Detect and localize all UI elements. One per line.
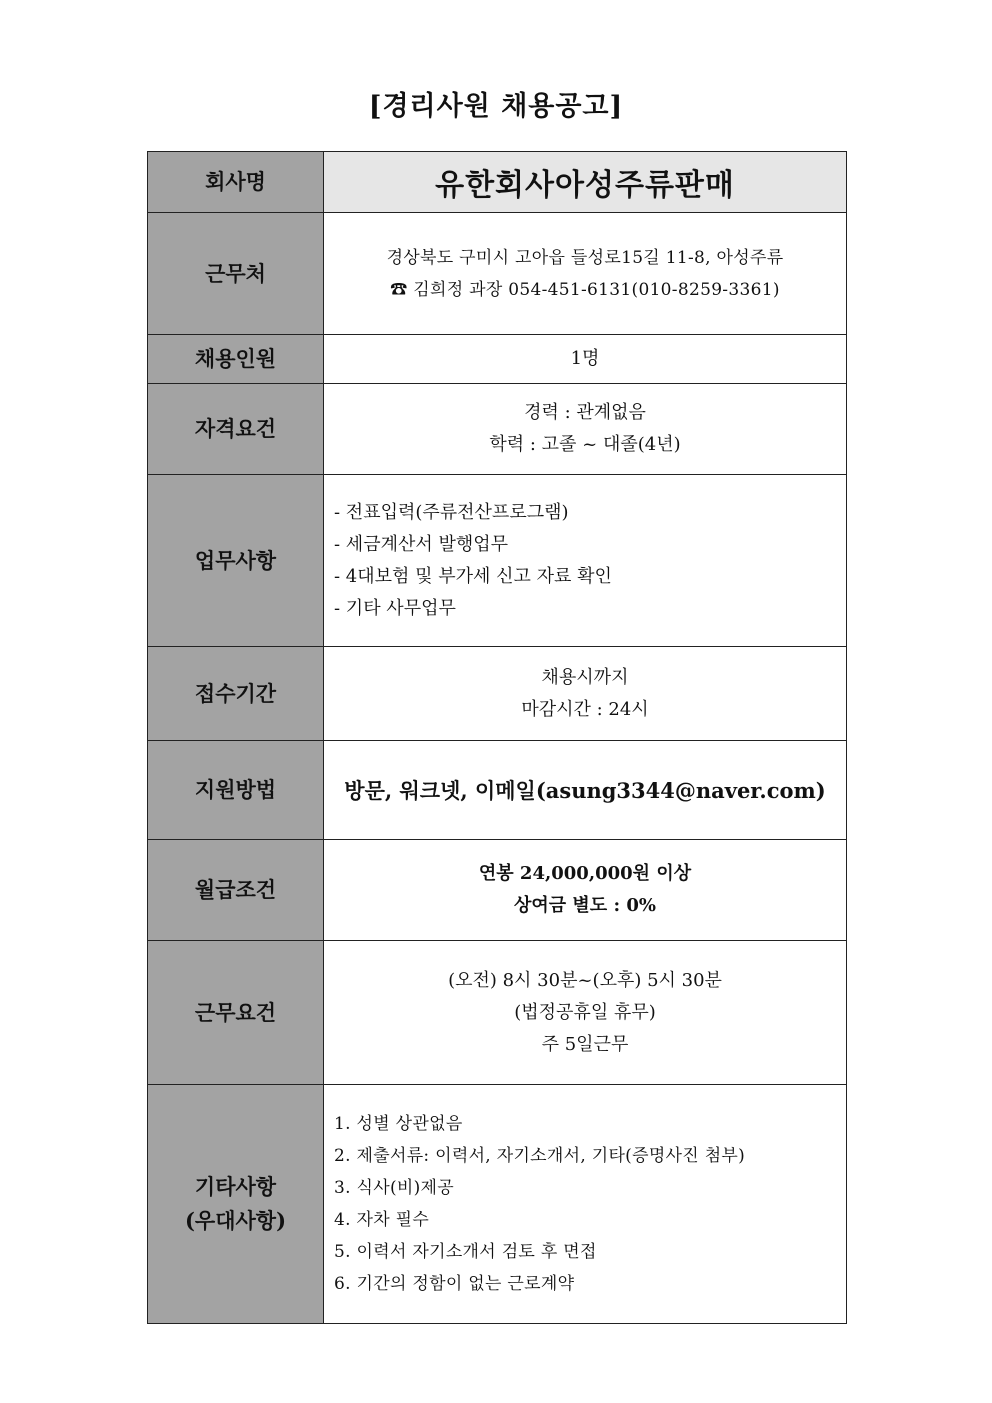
etc-item: 6. 기간의 정함이 없는 근로계약 — [334, 1274, 575, 1294]
apply-label: 지원방법 — [148, 741, 324, 840]
duty-item: - 전표입력(주류전산프로그램) — [334, 501, 569, 523]
hours-label: 근무요건 — [148, 941, 324, 1085]
period-value — [324, 647, 847, 741]
table-row-location — [148, 213, 847, 335]
page-title: [경리사원 채용공고] — [368, 91, 624, 122]
hours-value — [324, 941, 847, 1085]
preference-label-line: (우대사항) — [184, 1208, 287, 1233]
etc-label-line: 기타사항 — [194, 1174, 277, 1199]
table-row-duties — [148, 475, 847, 647]
table-row-apply — [148, 741, 847, 840]
deadline-line: 마감시간 : 24시 — [521, 698, 649, 720]
table-row-etc — [148, 1085, 847, 1324]
table-row-hours — [148, 941, 847, 1085]
salary-label: 월급조건 — [148, 840, 324, 941]
qualification-label: 자격요건 — [148, 384, 324, 475]
etc-item: 3. 식사(비)제공 — [334, 1178, 454, 1198]
company-label: 회사명 — [148, 152, 324, 213]
salary-value — [324, 840, 847, 941]
company-name: 유한회사아성주류판매 — [324, 152, 847, 213]
headcount-label: 채용인원 — [148, 335, 324, 384]
table-row-company — [148, 152, 847, 213]
table-row-salary — [148, 840, 847, 941]
etc-label — [148, 1085, 324, 1324]
address-line: 경상북도 구미시 고아읍 들성로15길 11-8, 아성주류 — [386, 247, 784, 268]
period-line: 채용시까지 — [541, 666, 629, 688]
annual-salary-line: 연봉 24,000,000원 이상 — [478, 863, 692, 884]
table-row-qualification — [148, 384, 847, 475]
etc-item: 1. 성별 상관없음 — [334, 1114, 463, 1134]
contact-line: ☎ 김희정 과장 054-451-6131(010-8259-3361) — [390, 279, 780, 300]
location-value — [324, 213, 847, 335]
etc-item: 2. 제출서류: 이력서, 자기소개서, 기타(증명사진 첨부) — [334, 1146, 746, 1166]
workdays-line: 주 5일근무 — [541, 1033, 629, 1055]
duties-list — [324, 475, 847, 647]
career-requirement: 경력 : 관계없음 — [524, 402, 646, 423]
duty-item: - 기타 사무업무 — [334, 597, 456, 619]
bonus-line: 상여금 별도 : 0% — [513, 895, 656, 916]
job-posting-table — [147, 151, 847, 1324]
location-label: 근무처 — [148, 213, 324, 335]
duty-item: - 4대보험 및 부가세 신고 자료 확인 — [334, 565, 612, 587]
etc-item: 5. 이력서 자기소개서 검토 후 면접 — [334, 1242, 597, 1262]
headcount-value: 1명 — [324, 335, 847, 384]
etc-list — [324, 1085, 847, 1324]
education-requirement: 학력 : 고졸 ~ 대졸(4년) — [489, 434, 681, 455]
period-label: 접수기간 — [148, 647, 324, 741]
table-row-headcount — [148, 335, 847, 384]
duty-item: - 세금계산서 발행업무 — [334, 533, 509, 555]
duties-label: 업무사항 — [148, 475, 324, 647]
holiday-line: (법정공휴일 휴무) — [514, 1001, 656, 1023]
apply-method: 방문, 워크넷, 이메일(asung3344@naver.com) — [324, 741, 847, 840]
qualification-value — [324, 384, 847, 475]
table-row-period — [148, 647, 847, 741]
etc-item: 4. 자차 필수 — [334, 1210, 430, 1230]
work-hours-line: (오전) 8시 30분~(오후) 5시 30분 — [448, 969, 722, 991]
